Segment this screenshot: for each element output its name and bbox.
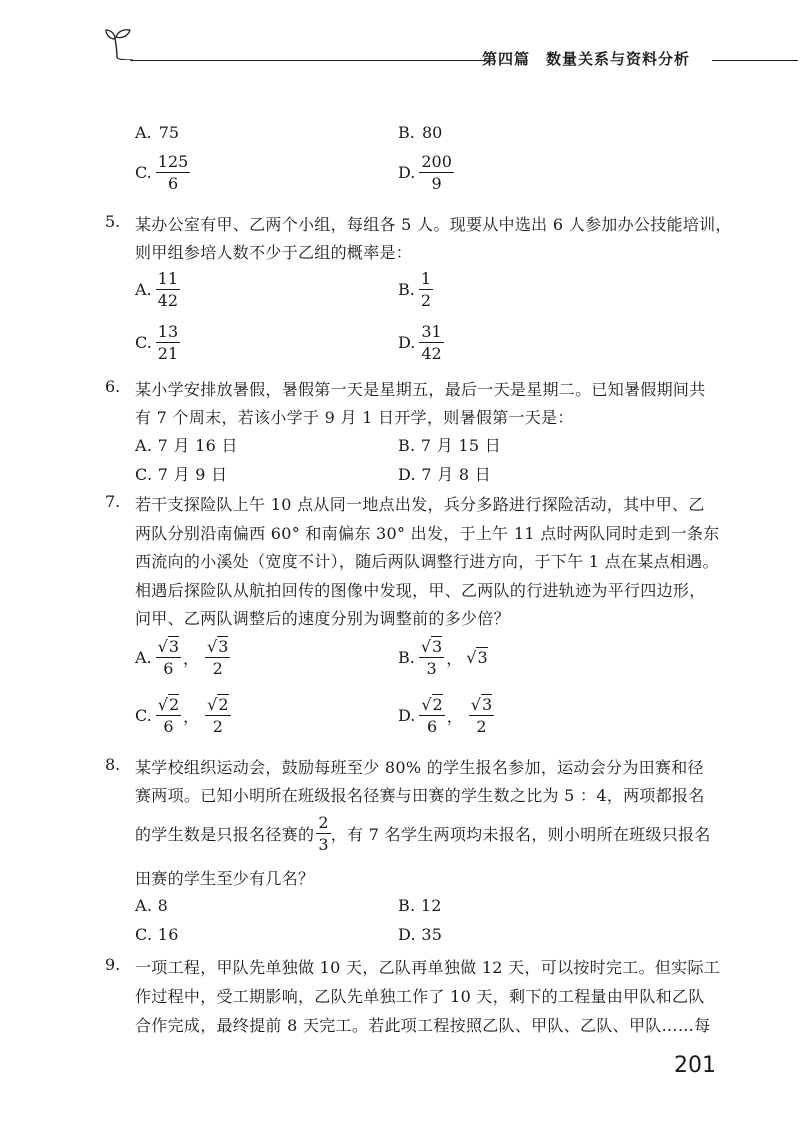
q5-option-a: A. $\frac{11}{42}$ [135,269,178,310]
option-label: A. [135,123,152,142]
sprout-icon [103,26,137,60]
option-value: 75 [158,123,180,142]
fraction: $\frac{√2}{6}$ [157,695,180,736]
question-number: 7. [105,492,121,511]
question-text-line: 则甲组参培人数不少于乙组的概率是： [135,243,413,262]
fraction: $\frac{√3}{6}$ [157,637,180,678]
question-text-line: 若干支探险队上午 10 点从同一地点出发，兵分多路进行探险活动，其中甲、乙 [135,495,705,514]
fraction: $\frac{125}{6}$ [157,152,189,193]
q6-option-c: C. 7 月 9 日 [135,465,228,484]
question-number: 8. [105,755,121,774]
fraction: $\frac{13}{21}$ [157,322,179,363]
fraction: $\frac{√3}{3}$ [420,637,443,678]
question-text-line: 问甲、乙两队调整后的速度分别为调整前的多少倍？ [135,609,510,628]
fraction: $\frac{1}{2}$ [420,269,432,310]
header-part: 第四篇 [482,50,531,68]
q6-option-a: A. 7 月 16 日 [135,436,238,455]
question-text-line: 某小学安排放暑假，暑假第一天是星期五，最后一天是星期二。已知暑假期间共 [135,380,706,399]
fraction: $\frac{√3}{2}$ [470,695,493,736]
fraction: $\frac{31}{42}$ [421,322,442,363]
question-text-line: 一项工程，甲队先单独做 10 天，乙队再单独做 12 天，可以按时完工。但实际工 [135,958,721,977]
q8-option-d: D. 35 [398,925,443,944]
q8-option-c: C. 16 [135,925,179,944]
q5-option-b: B. $\frac{1}{2}$ [398,269,432,310]
question-text-line: 有 7 个周末，若该小学于 9 月 1 日开学，则暑假第一天是： [135,408,574,427]
q4-option-a [135,123,179,142]
question-text-line: 作过程中，受工期影响，乙队先单独工作了 10 天，剩下的工程量由甲队和乙队 [135,987,705,1006]
fraction: $\frac{√3}{2}$ [207,637,229,678]
fraction: $\frac{200}{9}$ [421,152,452,193]
question-text-line: 某办公室有甲、乙两个小组，每组各 5 人。现要从中选出 6 人参加办公技能培训， [135,215,732,234]
q7-option-d: D. $\frac{√2}{6}$ ， $\frac{√3}{2}$ [398,695,493,736]
q4-option-c [135,153,190,192]
question-number: 9. [105,955,121,974]
header-rule-right [712,60,798,61]
option-label: C. [135,163,152,183]
q4-option-d [398,153,454,192]
question-text-line: 赛两项。已知小明所在班级报名径赛与田赛的学生数之比为 5 ：4，两项都报名 [135,786,705,805]
question-text-line: 田赛的学生至少有几名？ [135,869,315,888]
option-label: B. [398,123,415,142]
question-text-line: 的学生数是只报名径赛的 $\frac{2}{3}$ ，有 7 名学生两项均未报名，则小明所在班级只报名 [135,813,711,854]
fraction: $\frac{√2}{2}$ [207,695,229,736]
q6-option-b: B. 7 月 15 日 [398,436,502,455]
option-value: 80 [421,123,443,142]
page-number: 201 [674,1053,716,1078]
fraction: $\frac{11}{42}$ [157,269,178,310]
square-root: √3 [466,648,488,668]
header-title-text: 数量关系与资料分析 [546,50,691,68]
q7-option-c: C. $\frac{√2}{6}$ ， $\frac{√2}{2}$ [135,695,229,736]
fraction: $\frac{√2}{6}$ [421,695,443,736]
question-text-line: 两队分别沿南偏西 60° 和南偏东 30° 出发，于上午 11 点时两队同时走到一条东 [135,524,720,543]
option-label: D. [398,163,416,183]
question-number: 5. [105,212,121,231]
question-text-line: 合作完成，最终提前 8 天完工。若此项工程按照乙队、甲队、乙队、甲队……每 [135,1016,711,1035]
q4-option-b [398,123,442,142]
fraction: $\frac{2}{3}$ [318,813,329,854]
question-number: 6. [105,377,121,396]
header-rule-left [130,60,486,61]
question-text-line: 某学校组织运动会，鼓励每班至少 80% 的学生报名参加，运动会分为田赛和径 [135,758,704,777]
q5-option-d: D. $\frac{31}{42}$ [398,322,442,363]
running-header [482,48,690,69]
q5-option-c: C. $\frac{13}{21}$ [135,322,179,363]
q8-option-a: A. 8 [135,896,169,915]
question-text-line: 西流向的小溪处（宽度不计），随后两队调整行进方向，于下午 1 点在某点相遇。 [135,552,719,571]
q7-option-a: A. $\frac{√3}{6}$ ， $\frac{√3}{2}$ [135,637,229,678]
q6-option-d: D. 7 月 8 日 [398,465,492,484]
question-text-line: 相遇后探险队从航拍回传的图像中发现，甲、乙两队的行进轨迹为平行四边形， [135,581,706,600]
q8-option-b: B. 12 [398,896,442,915]
q7-option-b: B. $\frac{√3}{3}$ ， √3 [398,637,488,678]
